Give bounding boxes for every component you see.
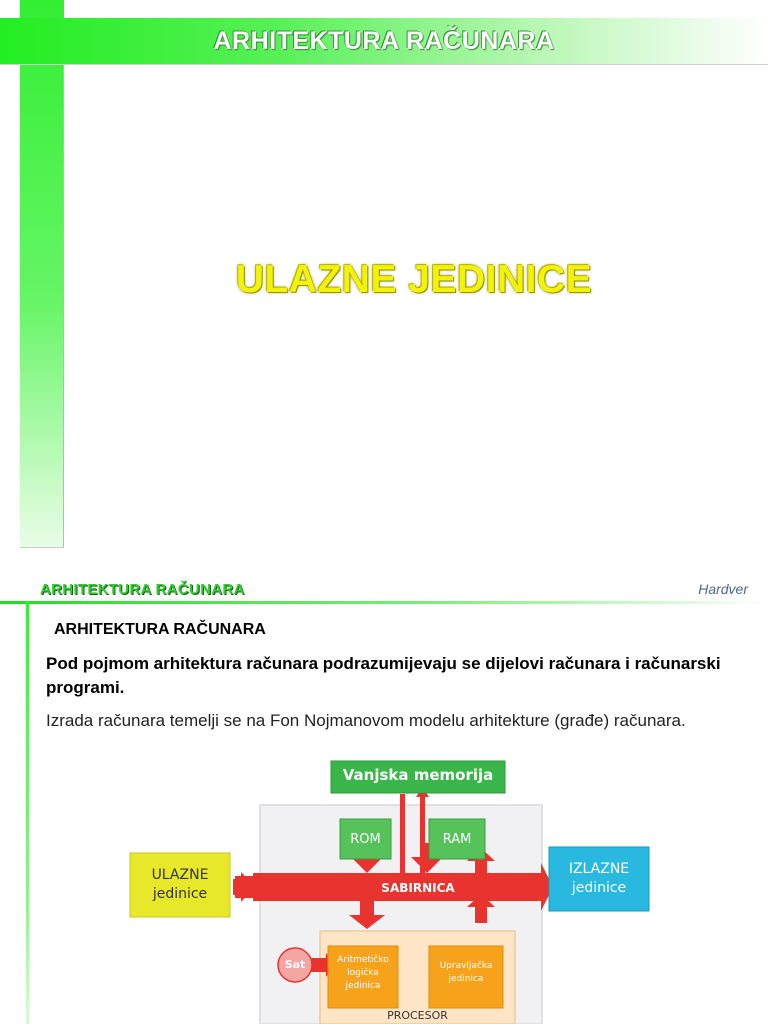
output-units-label-line1: IZLAZNE: [568, 861, 630, 877]
cpu-up-arrow-body: [475, 907, 487, 923]
rom-label: ROM: [350, 832, 381, 847]
paragraph-definition: Pod pojmom arhitektura računara podrazumijevaju se dijelovi računara i računarski programi.: [46, 654, 721, 697]
output-units-label-line2: jedinice: [571, 880, 627, 896]
bus-label: SABIRNICA: [381, 881, 455, 895]
header-title: ARHITEKTURA RAČUNARA: [213, 27, 555, 55]
ram-up-arrow-body: [475, 861, 487, 875]
input-units-box: [130, 853, 230, 917]
ram-label: RAM: [442, 832, 472, 847]
header-divider: [0, 601, 768, 604]
left-accent-line: [26, 601, 29, 1024]
input-units-label-line1: ULAZNE: [151, 867, 209, 883]
content-slide: [0, 575, 768, 1024]
slide-main-title: ULAZNE JEDINICE: [235, 258, 593, 301]
alu-label-line2: logička: [347, 968, 379, 978]
slide-subtitle: ARHITEKTURA RAČUNARA: [54, 621, 266, 638]
output-units-box: [549, 847, 649, 911]
alu-label-line3: jedinica: [345, 981, 381, 991]
processor-label: PROCESOR: [387, 1009, 448, 1022]
paragraph-model: Izrada računara temelji se na Fon Nojmanovom modelu arhitekture (građe) računara.: [46, 711, 686, 730]
architecture-diagram: [128, 757, 656, 1024]
alu-label-line1: Aritmetičko: [337, 955, 389, 965]
section-tag: Hardver: [698, 581, 748, 597]
input-units-label-line2: jedinice: [152, 886, 208, 902]
external-memory-label: Vanjska memorija: [342, 766, 494, 784]
control-label-line2: jedinica: [448, 974, 484, 984]
slide-header-title: ARHITEKTURA RAČUNARA: [40, 581, 245, 598]
control-label-line1: Upravljačka: [439, 961, 493, 971]
header-banner: [0, 18, 768, 65]
left-accent-edge: [63, 60, 64, 548]
clock-label: Sat: [284, 958, 306, 971]
input-arrow-body: [233, 879, 241, 895]
slide-bottom-line: [20, 547, 64, 548]
